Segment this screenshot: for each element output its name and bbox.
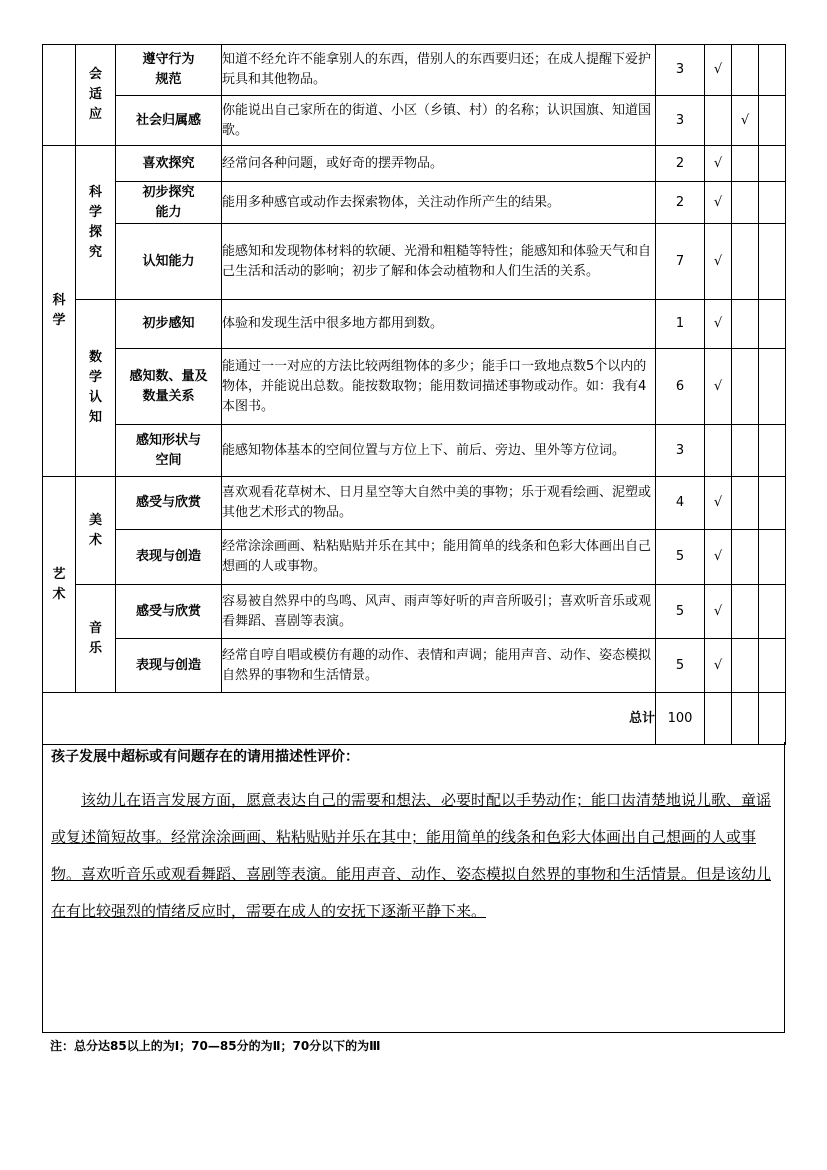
check-level-2 <box>732 45 759 96</box>
item-name: 感受与欣赏 <box>116 585 222 639</box>
item-description: 体验和发现生活中很多地方都用到数。 <box>222 300 656 349</box>
check-level-3 <box>759 182 786 224</box>
item-score: 7 <box>656 224 705 300</box>
item-description: 能通过一一对应的方法比较两组物体的多少；能手口一致地点数5个以内的物体，并能说出总数。能按数取物；能用数词描述事物或动作。如：我有4本图书。 <box>222 349 656 425</box>
item-name: 喜欢探究 <box>116 146 222 182</box>
table-row <box>43 639 786 693</box>
item-description: 能用多种感官或动作去探索物体，关注动作所产生的结果。 <box>222 182 656 224</box>
item-description: 经常涂涂画画、粘粘贴贴并乐在其中；能用简单的线条和色彩大体画出自己想画的人或事物。 <box>222 530 656 585</box>
item-score: 1 <box>656 300 705 349</box>
check-level-3 <box>759 639 786 693</box>
total-row <box>43 693 786 745</box>
table-row <box>43 224 786 300</box>
total-check-2 <box>732 693 759 745</box>
table-row <box>43 300 786 349</box>
item-score: 2 <box>656 146 705 182</box>
check-level-1: √ <box>705 639 732 693</box>
total-label: 总计 <box>43 693 656 745</box>
subdomain-music: 音 乐 <box>76 585 116 693</box>
table-row <box>43 349 786 425</box>
check-level-2 <box>732 146 759 182</box>
check-level-1: √ <box>705 45 732 96</box>
check-level-2 <box>732 639 759 693</box>
item-score: 2 <box>656 182 705 224</box>
check-level-2 <box>732 182 759 224</box>
item-score: 6 <box>656 349 705 425</box>
check-level-1: √ <box>705 477 732 530</box>
item-name: 认知能力 <box>116 224 222 300</box>
check-level-3 <box>759 530 786 585</box>
check-level-1: √ <box>705 182 732 224</box>
item-description: 你能说出自己家所在的街道、小区（乡镇、村）的名称；认识国旗、知道国歌。 <box>222 96 656 146</box>
item-name: 表现与创造 <box>116 530 222 585</box>
item-description: 喜欢观看花草树木、日月星空等大自然中美的事物；乐于观看绘画、泥塑或其他艺术形式的物品。 <box>222 477 656 530</box>
item-name: 初步探究 能力 <box>116 182 222 224</box>
evaluation-text-block <box>51 782 779 930</box>
domain-art: 艺 术 <box>43 477 76 693</box>
table-row <box>43 45 786 96</box>
check-level-2 <box>732 224 759 300</box>
item-name: 感知数、量及 数量关系 <box>116 349 222 425</box>
item-description: 知道不经允许不能拿别人的东西，借别人的东西要归还；在成人提醒下爱护玩具和其他物品。 <box>222 45 656 96</box>
item-name: 感知形状与 空间 <box>116 425 222 477</box>
evaluation-box <box>42 742 785 1033</box>
footnote: 注：总分达85以上的为Ⅰ；70—85分的为Ⅱ；70分以下的为Ⅲ <box>50 1039 381 1053</box>
check-level-3 <box>759 224 786 300</box>
table-row <box>43 530 786 585</box>
check-level-2: √ <box>732 96 759 146</box>
check-level-2 <box>732 425 759 477</box>
check-level-3 <box>759 146 786 182</box>
check-level-1: √ <box>705 585 732 639</box>
check-level-3 <box>759 425 786 477</box>
check-level-3 <box>759 300 786 349</box>
table-row <box>43 585 786 639</box>
item-description: 经常问各种问题，或好奇的摆弄物品。 <box>222 146 656 182</box>
check-level-3 <box>759 585 786 639</box>
evaluation-text: 该幼儿在语言发展方面，愿意表达自己的需要和想法、必要时配以手势动作；能口齿清楚地说儿歌、童谣或复述简短故事。经常涂涂画画、粘粘贴贴并乐在其中；能用简单的线条和色彩大体画出自己想画的人或事物。喜欢听音乐或观看舞蹈、喜剧等表演。能用声音、动作、姿态模拟自然界的事物和生活情景。但是该幼儿在有比较强烈的情绪反应时，需要在成人的安抚下逐渐平静下来。 <box>51 791 772 920</box>
check-level-1 <box>705 425 732 477</box>
check-level-3 <box>759 45 786 96</box>
domain-cell-social <box>43 45 76 146</box>
check-level-1 <box>705 96 732 146</box>
check-level-3 <box>759 349 786 425</box>
total-check-3 <box>759 693 786 745</box>
item-score: 3 <box>656 425 705 477</box>
item-description: 经常自哼自唱或模仿有趣的动作、表情和声调；能用声音、动作、姿态模拟自然界的事物和生活情景。 <box>222 639 656 693</box>
check-level-3 <box>759 477 786 530</box>
assessment-table <box>42 44 786 745</box>
check-level-1: √ <box>705 146 732 182</box>
item-name: 感受与欣赏 <box>116 477 222 530</box>
table-row <box>43 477 786 530</box>
item-name: 遵守行为 规范 <box>116 45 222 96</box>
total-check-1 <box>705 693 732 745</box>
check-level-2 <box>732 530 759 585</box>
item-description: 能感知物体基本的空间位置与方位上下、前后、旁边、里外等方位词。 <box>222 425 656 477</box>
item-name: 社会归属感 <box>116 96 222 146</box>
evaluation-title: 孩子发展中超标或有问题存在的请用描述性评价： <box>51 749 359 765</box>
item-score: 5 <box>656 530 705 585</box>
check-level-2 <box>732 349 759 425</box>
table-row <box>43 425 786 477</box>
check-level-1: √ <box>705 530 732 585</box>
item-name: 表现与创造 <box>116 639 222 693</box>
subdomain-science-inquiry: 科 学 探 究 <box>76 146 116 300</box>
subdomain-fine-art: 美 术 <box>76 477 116 585</box>
check-level-1: √ <box>705 300 732 349</box>
item-score: 5 <box>656 585 705 639</box>
item-name: 初步感知 <box>116 300 222 349</box>
item-score: 4 <box>656 477 705 530</box>
item-description: 能感知和发现物体材料的软硬、光滑和粗糙等特性；能感知和体验天气和自己生活和活动的影响；初步了解和体会动植物和人们生活的关系。 <box>222 224 656 300</box>
item-score: 5 <box>656 639 705 693</box>
check-level-1: √ <box>705 224 732 300</box>
table-row <box>43 96 786 146</box>
item-score: 3 <box>656 45 705 96</box>
check-level-1: √ <box>705 349 732 425</box>
item-score: 3 <box>656 96 705 146</box>
subdomain-math-cognition: 数 学 认 知 <box>76 300 116 477</box>
total-score: 100 <box>656 693 705 745</box>
subdomain-social-adaptation: 会 适 应 <box>76 45 116 146</box>
check-level-2 <box>732 477 759 530</box>
item-description: 容易被自然界中的鸟鸣、风声、雨声等好听的声音所吸引；喜欢听音乐或观看舞蹈、喜剧等表演。 <box>222 585 656 639</box>
check-level-2 <box>732 300 759 349</box>
check-level-2 <box>732 585 759 639</box>
check-level-3 <box>759 96 786 146</box>
table-row <box>43 146 786 182</box>
domain-science: 科 学 <box>43 146 76 477</box>
table-row <box>43 182 786 224</box>
